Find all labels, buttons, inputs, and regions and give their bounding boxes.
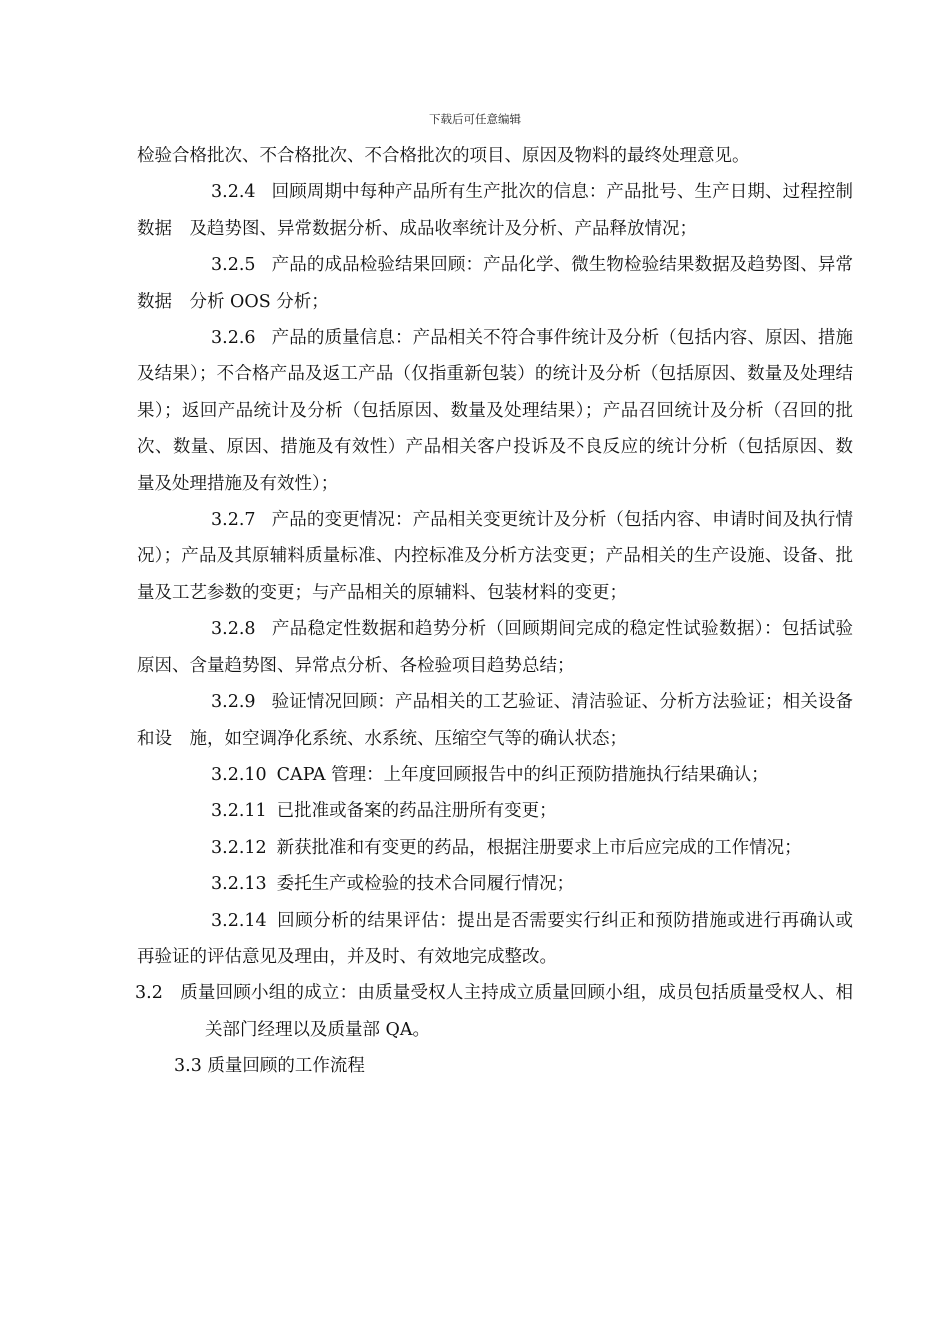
section-text: 回顾周期中每种产品所有生产批次的信息：产品批号、生产日期、过程控制数据 及趋势图、异常数据分析、成品收率统计及分析、产品释放情况； [137,182,853,239]
section-text: 新获批准和有变更的药品，根据注册要求上市后应完成的工作情况； [276,837,802,858]
section-3-2-9 [137,684,853,757]
section-number: 3.2.8 [211,619,256,640]
document-body [137,138,853,1085]
section-number: 3.2.14 [211,910,267,931]
page-header: 下载后可任意编辑 [429,112,521,126]
section-3-2-10 [137,757,853,793]
section-3-2-12 [137,830,853,866]
section-3-3-heading: 3.3 质量回顾的工作流程 [174,1056,365,1077]
section-text: 委托生产或检验的技术合同履行情况； [276,874,575,895]
section-number: 3.2.12 [211,837,267,858]
section-3-2-14 [137,903,853,976]
section-text: 回顾分析的结果评估：提出是否需要实行纠正和预防措施或进行再确认或再验证的评估意见及理由，并及时、有效地完成整改。 [137,910,853,967]
section-text: 验证情况回顾：产品相关的工艺验证、清洁验证、分析方法验证；相关设备和设 施，如空调净化系统、水系统、压缩空气等的确认状态； [137,692,853,749]
section-text: 产品稳定性数据和趋势分析（回顾期间完成的稳定性试验数据）：包括试验原因、含量趋势图、异常点分析、各检验项目趋势总结； [137,619,853,676]
section-text: 产品的质量信息：产品相关不符合事件统计及分析（包括内容、原因、措施及结果）；不合格产品及返工产品（仅指重新包装）的统计及分析（包括原因、数量及处理结果）；返回产品统计及分析（包括原因、数量及处理结果）；产品召回统计及分析（召回的批次、数量、原因、措施及有效性）产品相关客户投诉及不良反应的统计分析（包括原因、数量及处理措施及有效性）； [137,328,853,494]
section-3-2-6 [137,320,853,502]
section-number: 3.2.11 [211,801,267,822]
section-number: 3.2.6 [211,328,256,349]
section-text: 产品的变更情况：产品相关变更统计及分析（包括内容、申请时间及执行情况）；产品及其原辅料质量标准、内控标准及分析方法变更；产品相关的生产设施、设备、批量及工艺参数的变更；与产品相关的原辅料、包装材料的变更； [137,510,853,603]
section-3-2-8 [137,611,853,684]
section-3-2: 3.2 质量回顾小组的成立：由质量受权人主持成立质量回顾小组，成员包括质量受权人、相关部门经理以及质量部 QA。 [135,983,853,1040]
section-number: 3.2.9 [211,692,256,713]
section-text: 已批准或备案的药品注册所有变更； [276,801,557,822]
section-3-2-7 [137,502,853,611]
section-3-2-13 [137,866,853,902]
section-3-2-11 [137,793,853,829]
section-text: 产品的成品检验结果回顾：产品化学、微生物检验结果数据及趋势图、异常数据 分析 OOS 分析； [137,255,853,312]
section-number: 3.2.7 [211,510,256,531]
paragraph-continued: 检验合格批次、不合格批次、不合格批次的项目、原因及物料的最终处理意见。 [137,146,750,166]
section-number: 3.2.4 [211,182,256,203]
section-number: 3.2.5 [211,255,256,276]
section-text: 质量回顾小组的成立：由质量受权人主持成立质量回顾小组，成员包括质量受权人、相关部门经理以及质量部 QA。 [180,983,853,1040]
section-text: CAPA 管理：上年度回顾报告中的纠正预防措施执行结果确认； [276,764,769,785]
section-3-2-5 [137,247,853,320]
section-number: 3.2.10 [211,764,267,785]
section-number: 3.2.13 [211,874,267,895]
section-3-2-4 [137,174,853,247]
